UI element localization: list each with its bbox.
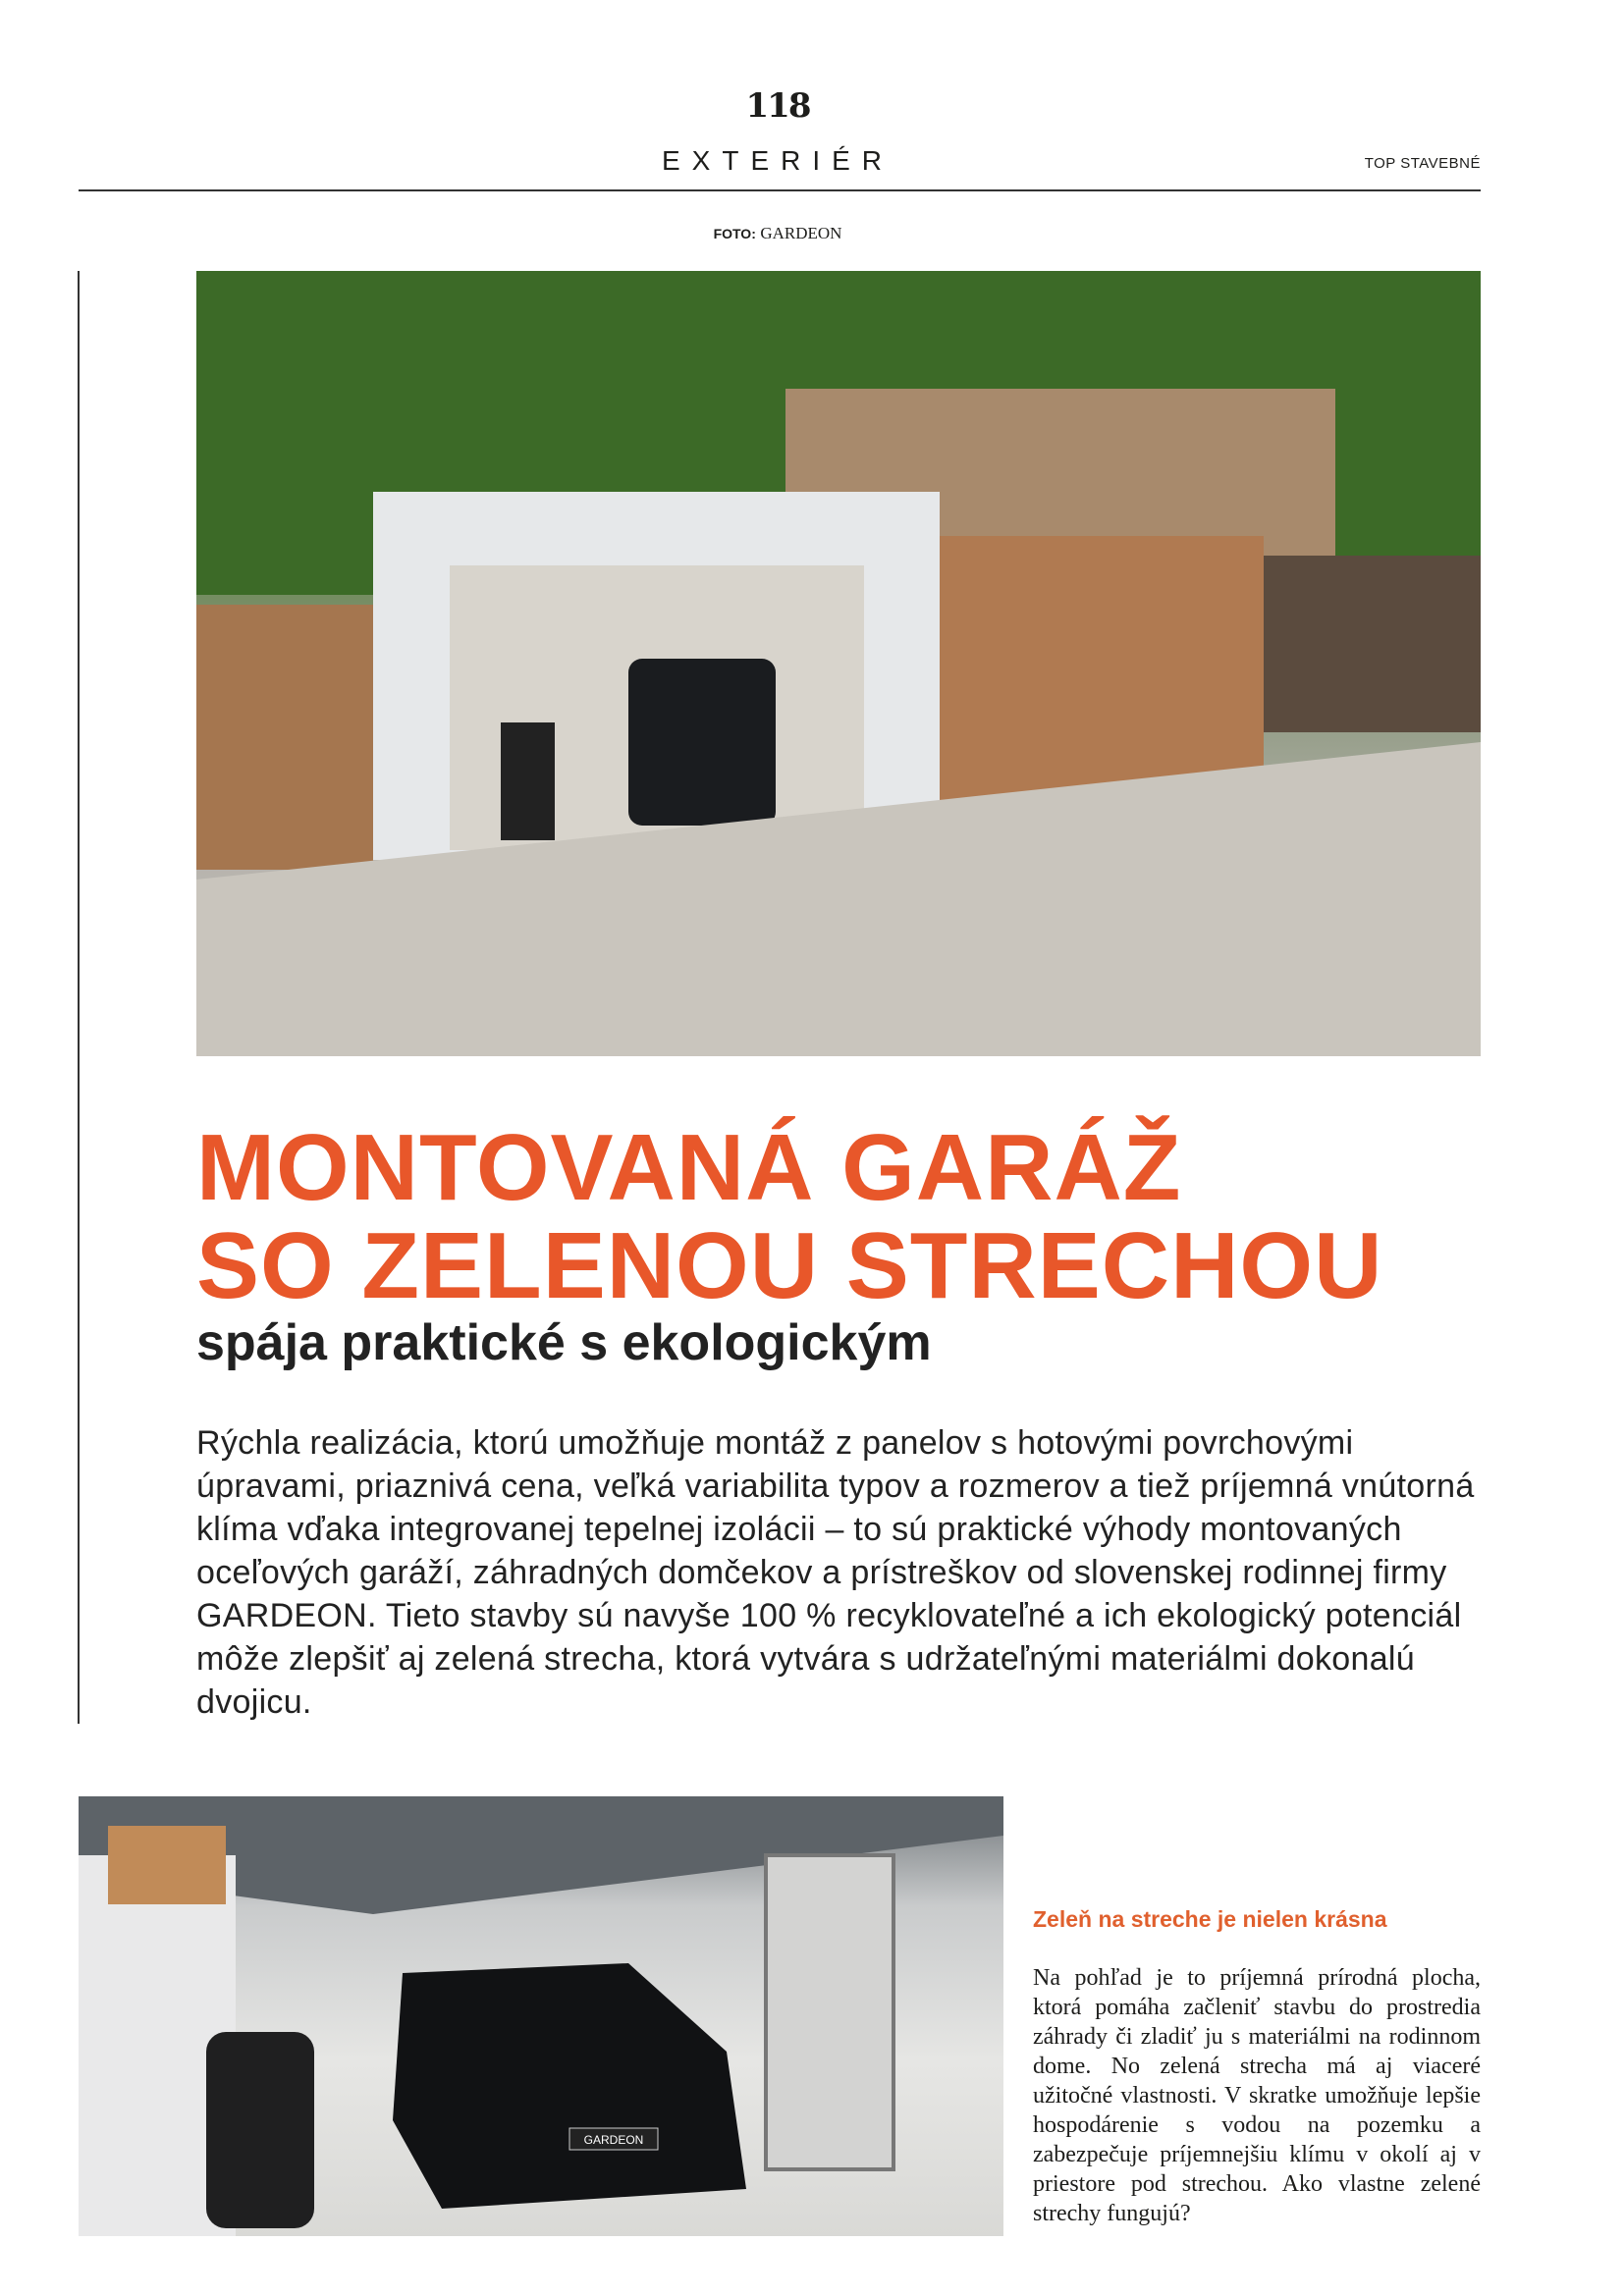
- garage-exterior-photo: [196, 271, 1481, 1056]
- sidebar-heading: Zeleň na streche je nielen krásna: [1033, 1906, 1387, 1932]
- car-plate: GARDEON: [583, 2133, 644, 2147]
- garage-interior-photo: [79, 1796, 1003, 2236]
- page-number: 118: [745, 86, 810, 126]
- lead-paragraph: Rýchla realizácia, ktorú umožňuje montáž z panelov s hotovými povrchovými úpravami, priaznivá cena, veľká variabilita typov a rozmerov a tiež príjemná vnútorná klíma vďaka integrovanej tepelnej izolácii – to sú praktické výhody montovaných oceľových garáží, záhradných domčekov a prístreškov od slovenskej rodinnej firmy GARDEON. Tieto stavby sú navyše 100 % recyklovateľné a ich ekologický potenciál môže zlepšiť aj zelená strecha, ktorá vytvára s udržateľnými materiálmi dokonalú dvojicu.: [196, 1424, 1475, 1721]
- section-title: EXTERIÉR: [661, 145, 894, 176]
- left-rule: [78, 271, 80, 1724]
- title-line-1: MONTOVANÁ GARÁŽ: [196, 1115, 1182, 1220]
- title-line-2: SO ZELENOU STRECHOU: [196, 1213, 1383, 1318]
- credit-label: FOTO:: [713, 226, 756, 241]
- header-rule: [79, 189, 1481, 191]
- photo-credit: [0, 224, 1555, 243]
- credit-source: GARDEON: [760, 224, 842, 242]
- sidebar-paragraph: Na pohľad je to príjemná prírodná plocha, ktorá pomáha začleniť stavbu do prostredia záhrady či zladiť ju s materiálmi na rodinnom dome. No zelená strecha má aj viaceré užitočné vlastnosti. V skratke umožňuje lepšie hospodárenie s vodou na pozemku a zabezpečuje príjemnejšiu klímu v okolí aj v priestore pod strechou. Ako vlastne zelené strechy fungujú?: [1033, 1965, 1481, 2226]
- magazine-name: TOP STAVEBNÉ: [1364, 155, 1481, 172]
- article-subtitle: spája praktické s ekologickým: [196, 1314, 932, 1371]
- article-title: [196, 1115, 1383, 1318]
